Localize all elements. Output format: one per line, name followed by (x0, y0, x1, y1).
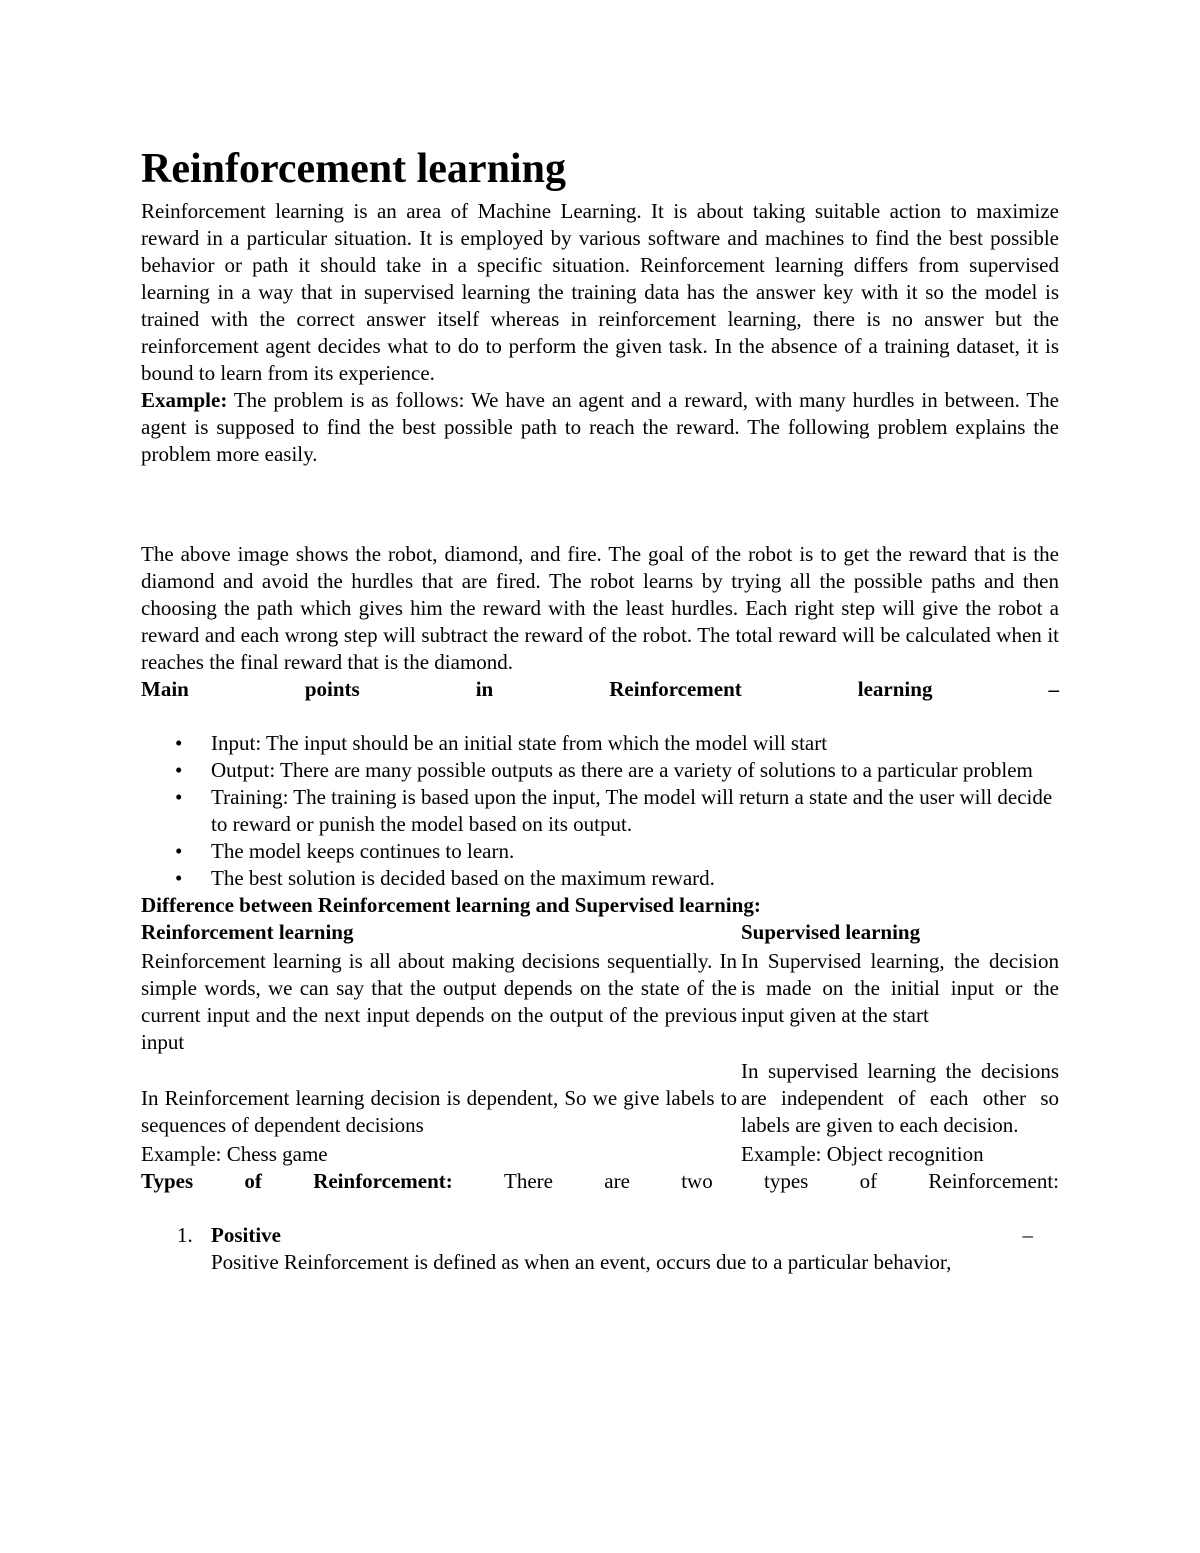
table-cell-sl: Example: Object recognition (741, 1142, 984, 1166)
types-list (141, 1222, 1059, 1276)
difference-heading: Difference between Reinforcement learning and Supervised learning: (141, 893, 761, 917)
list-item-text: The best solution is decided based on the maximum reward. (211, 866, 715, 890)
image-description-paragraph: The above image shows the robot, diamond, and fire. The goal of the robot is to get the reward that is the diamond and avoid the hurdles that are fired. The robot learns by trying all the possible paths and then choosing the path which gives him the reward with the least hurdles. Each right step will give the robot a reward and each wrong step will subtract the reward of the robot. The total reward will be calculated when it reaches the final reward that is the diamond. (141, 542, 1059, 674)
list-item-text: Input: The input should be an initial state from which the model will start (211, 731, 828, 755)
list-item-text: Training: The training is based upon the input, The model will return a state and the user will decide to reward or punish the model based on its output. (211, 785, 1053, 836)
type-description: Positive Reinforcement is defined as when an event, occurs due to a particular behavior, (211, 1250, 952, 1274)
heading-word: Reinforcement (609, 677, 742, 701)
heading-word: types (763, 1169, 809, 1193)
page-title: Reinforcement learning (141, 146, 566, 192)
comparison-table (141, 919, 1059, 1168)
main-points-heading (141, 676, 1059, 703)
heading-word: There (504, 1169, 553, 1193)
type-dash: – (1022, 1223, 1033, 1247)
table-cell-rl: Reinforcement learning is all about making decisions sequentially. In simple words, we can say that the output depends on the state of the current input and the next input depends on the output of the previous input (141, 949, 737, 1054)
column-header-rl: Reinforcement learning (141, 920, 354, 944)
example-label: Example: (141, 388, 228, 412)
heading-dash: – (1048, 677, 1059, 701)
heading-word: Reinforcement: (313, 1169, 453, 1193)
bullet-icon: • (175, 839, 183, 863)
list-item (141, 1222, 1059, 1276)
heading-word: learning (857, 677, 933, 701)
heading-word: Types (141, 1169, 194, 1193)
list-item (141, 757, 1059, 784)
heading-word: Reinforcement: (928, 1169, 1059, 1193)
main-points-list (141, 730, 1059, 892)
heading-word: two (681, 1169, 713, 1193)
heading-word: Main (141, 677, 189, 701)
list-item-text: The model keeps continues to learn. (211, 839, 515, 863)
heading-word: in (475, 677, 494, 701)
heading-word: of (244, 1169, 262, 1193)
table-cell-rl: Example: Chess game (141, 1142, 328, 1166)
heading-word: are (604, 1169, 630, 1193)
heading-word: of (859, 1169, 878, 1193)
list-item-heading (211, 1222, 1059, 1249)
blank-line (141, 1195, 1059, 1222)
example-paragraph (141, 387, 1059, 468)
image-placeholder-gap (141, 468, 1059, 541)
type-name: Positive (211, 1223, 281, 1247)
table-cell-sl: In supervised learning the decisions are independent of each other so labels are given to each decision. (741, 1059, 1059, 1137)
list-item (141, 865, 1059, 892)
list-item (141, 784, 1059, 838)
table-cell-rl: In Reinforcement learning decision is dependent, So we give labels to sequences of dependent decisions (141, 1086, 737, 1137)
bullet-icon: • (175, 731, 183, 755)
intro-paragraph: Reinforcement learning is an area of Machine Learning. It is about taking suitable action to maximize reward in a particular situation. It is employed by various software and machines to find the best possible behavior or path it should take in a specific situation. Reinforcement learning differs from supervised learning in a way that in supervised learning the training data has the answer key with it so the model is trained with the correct answer itself whereas in reinforcement learning, there is no answer but the reinforcement agent decides what to do to perform the given task. In the absence of a training dataset, it is bound to learn from its experience. (141, 199, 1059, 385)
list-item (141, 838, 1059, 865)
list-item-text: Output: There are many possible outputs as there are a variety of solutions to a particular problem (211, 758, 1033, 782)
list-item (141, 730, 1059, 757)
types-heading (141, 1168, 1059, 1195)
bullet-icon: • (175, 785, 183, 809)
column-header-sl: Supervised learning (741, 920, 921, 944)
table-cell-sl: In Supervised learning, the decision is made on the initial input or the input given at the start (741, 949, 1059, 1027)
heading-word: points (304, 677, 360, 701)
document-page (141, 140, 1059, 1276)
bullet-icon: • (175, 758, 183, 782)
list-number: 1. (177, 1223, 193, 1247)
blank-line (141, 703, 1059, 730)
example-text: The problem is as follows: We have an agent and a reward, with many hurdles in between. The agent is supposed to find the best possible path to reach the reward. The following problem explains the problem more easily. (141, 388, 1059, 466)
bullet-icon: • (175, 866, 183, 890)
